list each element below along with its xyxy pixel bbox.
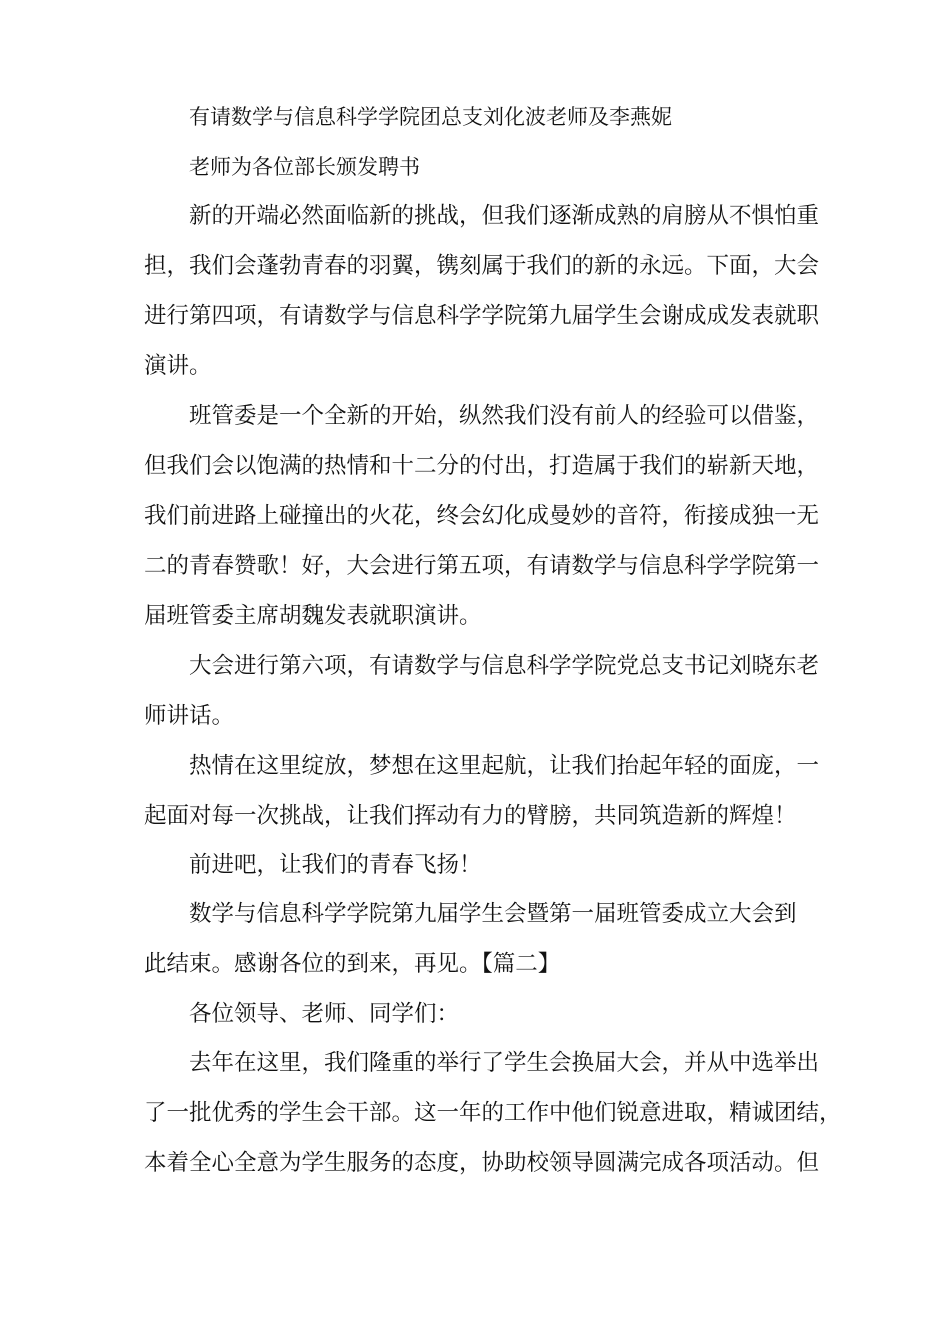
paragraph-line: 本着全心全意为学生服务的态度，协助校领导圆满完成各项活动。但 [144, 1150, 820, 1176]
paragraph-line: 起面对每一次挑战，让我们挥动有力的臂膀，共同筑造新的辉煌！ [144, 803, 797, 829]
paragraph-line: 二的青春赞歌！好，大会进行第五项，有请数学与信息科学学院第一 [144, 553, 820, 579]
paragraph-line: 此结束。感谢各位的到来，再见。【篇二】 [144, 951, 561, 977]
paragraph-line: 届班管委主席胡魏发表就职演讲。 [144, 603, 482, 629]
paragraph-line: 数学与信息科学学院第九届学生会暨第一届班管委成立大会到 [189, 901, 797, 927]
paragraph-line: 师讲话。 [144, 703, 235, 729]
paragraph-line: 大会进行第六项，有请数学与信息科学学院党总支书记刘晓东老 [189, 653, 820, 679]
paragraph-line: 前进吧，让我们的青春飞扬！ [189, 852, 482, 878]
paragraph-line: 老师为各位部长颁发聘书 [189, 155, 420, 179]
paragraph-line: 各位领导、老师、同学们： [189, 1001, 460, 1027]
paragraph-line: 去年在这里，我们隆重的举行了学生会换届大会，并从中选举出 [189, 1050, 820, 1076]
paragraph-line: 班管委是一个全新的开始，纵然我们没有前人的经验可以借鉴， [189, 403, 820, 429]
paragraph-line: 了一批优秀的学生会干部。这一年的工作中他们锐意进取，精诚团结， [144, 1100, 842, 1126]
paragraph-line: 但我们会以饱满的热情和十二分的付出，打造属于我们的崭新天地， [144, 453, 820, 479]
paragraph-line: 进行第四项，有请数学与信息科学学院第九届学生会谢成成发表就职 [144, 303, 820, 329]
paragraph-line: 我们前进路上碰撞出的火花，终会幻化成曼妙的音符，衔接成独一无 [144, 503, 820, 529]
paragraph-line: 热情在这里绽放，梦想在这里起航，让我们抬起年轻的面庞，一 [189, 753, 820, 779]
paragraph-line: 担，我们会蓬勃青春的羽翼，镌刻属于我们的新的永远。下面，大会 [144, 253, 820, 279]
paragraph-line: 演讲。 [144, 353, 212, 379]
paragraph-line: 有请数学与信息科学学院团总支刘化波老师及李燕妮 [189, 105, 672, 129]
paragraph-line: 新的开端必然面临新的挑战，但我们逐渐成熟的肩膀从不惧怕重 [189, 203, 820, 229]
